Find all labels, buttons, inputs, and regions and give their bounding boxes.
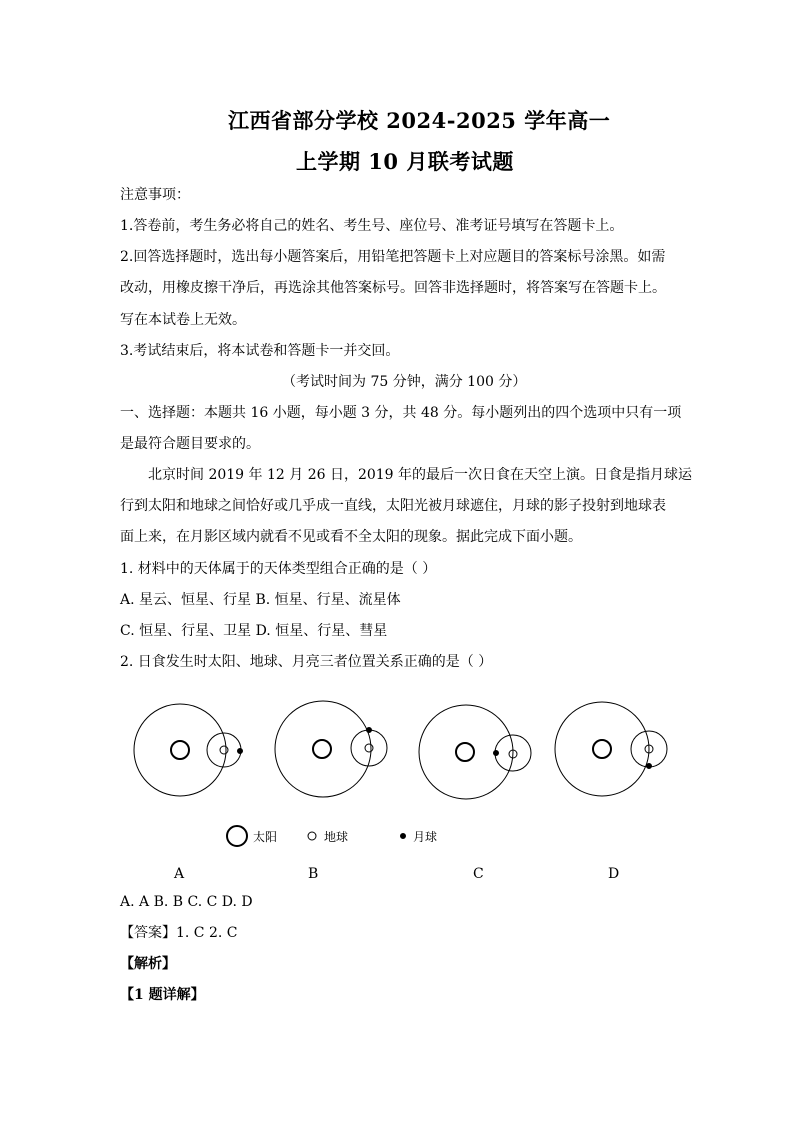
- document-title-line1: 江西省部分学校 2024-2025 学年高一: [228, 108, 611, 133]
- detail-label: 【1 题详解】: [120, 987, 205, 1003]
- diagram-label-a: A: [174, 866, 185, 882]
- analysis-label: 【解析】: [120, 956, 176, 972]
- eclipse-diagram: [118, 690, 678, 890]
- notice-item: 2.回答选择题时，选出每小题答案后，用铅笔把答题卡上对应题目的答案标号涂黑。如需: [120, 249, 666, 265]
- question-1-stem: 1. 材料中的天体属于的天体类型组合正确的是（ ）: [120, 561, 437, 577]
- notice-item: 1.答卷前，考生务必将自己的姓名、考生号、座位号、准考证号填写在答题卡上。: [120, 218, 624, 234]
- diagram-c: [419, 705, 531, 799]
- section-title: 一、选择题：本题共 16 小题，每小题 3 分，共 48 分。每小题列出的四个选项中只有一项: [120, 405, 682, 421]
- notice-item: 改动，用橡皮擦干净后，再选涂其他答案标号。回答非选择题时，将答案写在答题卡上。: [120, 280, 666, 296]
- legend-earth-label: 地球: [324, 830, 349, 844]
- diagram-d: [555, 702, 667, 796]
- legend-earth-symbol: [308, 832, 316, 840]
- diagram-b: [275, 701, 387, 797]
- passage-line: 行到太阳和地球之间恰好或几乎成一直线，太阳光被月球遮住，月球的影子投射到地球表: [120, 498, 666, 514]
- diagram-a: [134, 704, 243, 796]
- legend-sun-symbol: [227, 826, 247, 846]
- question-1-options: A. 星云、恒星、行星 B. 恒星、行星、流星体: [120, 592, 401, 608]
- diagram-label-c: C: [473, 866, 484, 882]
- notice-item: 3.考试结束后，将本试卷和答题卡一并交回。: [120, 343, 400, 359]
- document-title-line2: 上学期 10 月联考试题: [296, 149, 514, 174]
- exam-info: （考试时间为 75 分钟，满分 100 分）: [282, 374, 527, 390]
- legend-moon-label: 月球: [413, 830, 438, 844]
- question-2-stem: 2. 日食发生时太阳、地球、月亮三者位置关系正确的是（ ）: [120, 654, 493, 670]
- legend-moon-symbol: [401, 834, 406, 839]
- notice-item: 写在本试卷上无效。: [120, 312, 246, 328]
- question-1-options: C. 恒星、行星、卫星 D. 恒星、行星、彗星: [120, 623, 388, 639]
- question-2-options: A. A B. B C. C D. D: [120, 894, 253, 910]
- passage-line: 北京时间 2019 年 12 月 26 日，2019 年的最后一次日食在天空上演。日食是指月球运: [148, 467, 693, 483]
- diagram-label-d: D: [608, 866, 620, 882]
- passage-line: 面上来，在月影区域内就看不见或看不全太阳的现象。据此完成下面小题。: [120, 529, 582, 545]
- notice-heading: 注意事项：: [120, 187, 190, 203]
- diagram-label-b: B: [308, 866, 319, 882]
- legend-sun-label: 太阳: [253, 830, 278, 844]
- answer-line: 【答案】1. C 2. C: [120, 925, 238, 941]
- section-title: 是最符合题目要求的。: [120, 436, 260, 452]
